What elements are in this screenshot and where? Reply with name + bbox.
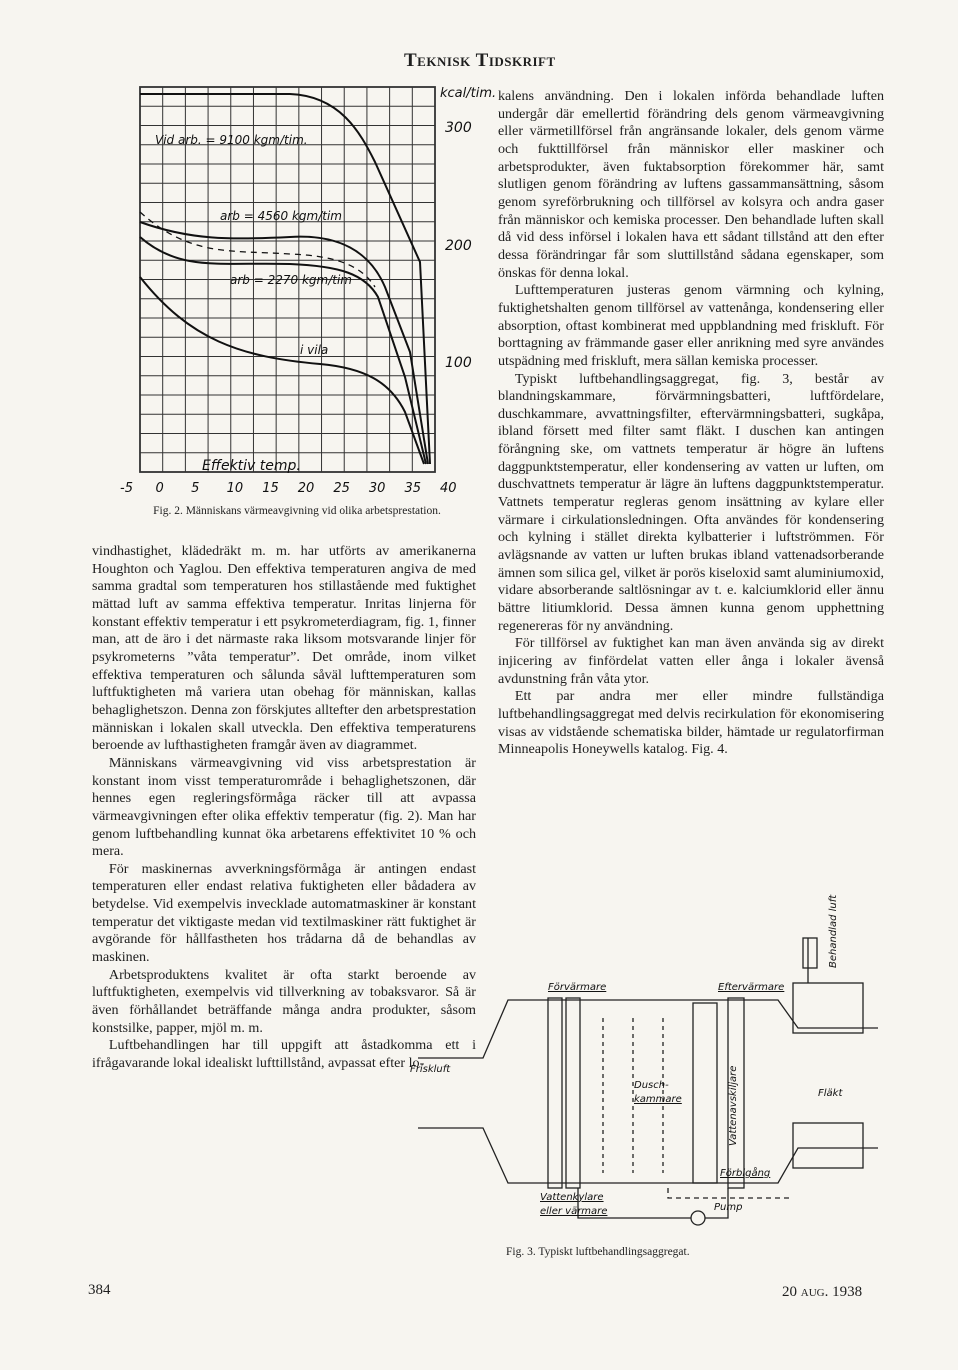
x-tick-label: 5 bbox=[191, 481, 200, 496]
right-paragraph-4: För tillförsel av fuktighet kan man även använda sig av direkt injicering av finfördelat vatten eller ånga i lokaler ävenså avdunstning från våta ytor. bbox=[498, 635, 884, 687]
curve-label-vila: i vila bbox=[300, 343, 329, 357]
left-paragraph-5: Luftbehandlingen har till uppgift att åstadkomma ett i ifrågavarande lokal idealiskt lufttillstånd, avpassat efter lo- bbox=[92, 1037, 476, 1072]
issue-day: 20 bbox=[782, 1284, 797, 1300]
label-forvarmare: Förvärmare bbox=[548, 982, 607, 993]
figure-2-caption: Fig. 2. Människans värmeavgivning vid olika arbetsprestation. bbox=[153, 505, 441, 517]
left-paragraph-1: vindhastighet, klädedräkt m. m. har utförts av amerikanerna Houghton och Yaglou. Den effektiva temperaturen angiva de med samma gradtal som temperaturen hos stillastående med fuktighet mättad luft av samma effektiva temperatur. Inritas linjerna för konstant effektiv temperatur i ett psykrometerdiagram, fig. 1, finner man, att de äro i det närmaste raka liksom motsvarande linjer för psykrometerns ”våta temperatur”. Det område, inom vilket effektiva temperaturen och sålunda såväl lufttemperaturen som luftfuktigheten må variera utan obehag för människan, kallas behaglighetszon. Denna zon förskjutes alltefter den arbetsprestation människan i lokalen skall utveckla. Den effektiva temperaturens beroende av lufthastigheten framgår även av diagrammet. bbox=[92, 543, 476, 754]
issue-month: aug. bbox=[800, 1284, 829, 1300]
x-tick-label: 35 bbox=[404, 481, 421, 496]
page-number: 384 bbox=[88, 1282, 111, 1298]
y-tick-300: 300 bbox=[445, 120, 472, 136]
label-vattenkylare: Vattenkylare bbox=[540, 1192, 604, 1203]
y-tick-200: 200 bbox=[445, 238, 472, 254]
label-eller-varmare: eller värmare bbox=[540, 1206, 608, 1217]
label-forbigang: Förbigång bbox=[720, 1168, 771, 1179]
curve-label-9100: Vid arb. = 9100 kgm/tim. bbox=[155, 133, 308, 147]
curve-label-2270: arb = 2270 kgm/tim bbox=[230, 273, 352, 287]
issue-date bbox=[782, 1284, 862, 1301]
right-text-column bbox=[498, 88, 884, 759]
label-vattenavskiljare: Vattenavskiljare bbox=[728, 1065, 739, 1146]
unit-label: kcal/tim. bbox=[440, 86, 497, 101]
journal-title: Teknisk Tidskrift bbox=[404, 50, 556, 71]
label-behandlad-luft: Behandlad luft bbox=[828, 894, 839, 968]
x-tick-label: 25 bbox=[333, 481, 350, 496]
left-paragraph-3: För maskinernas avverkningsförmåga är antingen endast temperaturen eller endast relativa fuktigheten eller bådadera av betydelse. Vid exempelvis invecklade automatmaskiner är konstant temperatur det viktigaste medan vid textilmaskiner rätt fuktighet är avgörande för hållfastheten hos trådarna då de behandlas av maskinen. bbox=[92, 860, 476, 966]
label-friskluft: Friskluft bbox=[410, 1064, 451, 1075]
x-tick-label: 0 bbox=[155, 481, 164, 496]
figure-3-diagram bbox=[398, 894, 894, 1248]
label-flakt: Fläkt bbox=[818, 1088, 843, 1099]
figure-2-chart bbox=[90, 82, 497, 502]
x-tick-label: 20 bbox=[297, 481, 315, 496]
y-tick-100: 100 bbox=[445, 355, 472, 371]
x-axis-label: Effektiv temp. bbox=[202, 458, 301, 474]
label-dusch: Dusch- bbox=[634, 1080, 669, 1091]
x-tick-label: 10 bbox=[226, 481, 244, 496]
label-eftervarmare: Eftervärmare bbox=[718, 982, 785, 993]
x-tick-label: 15 bbox=[262, 481, 279, 496]
curve-4560 bbox=[140, 222, 428, 464]
right-paragraph-5: Ett par andra mer eller mindre fullständiga luftbehandlingsaggregat med delvis recirkulation för ekonomisering visas av vidstående schematiska bilder, hämtade ur regulatorfirman Minneapolis Honeywells katalog. Fig. 4. bbox=[498, 688, 884, 758]
right-paragraph-1: kalens användning. Den i lokalen införda behandlade luften undergår där emellertid förändring dels genom värmeavgivning eller värmetillförsel från angränsande lokaler, dels genom värme och fukttillförsel från människor eller maskiner och arbetsprodukter, även fuktabsorption förekommer här, samt slutligen genom förändring av luftens gassammansättning, såsom genom syreförbrukning och tillförsel av kolsyra och andra gaser från människor och kemiska processer. Den behandlade luften skall då vid dess införsel i lokalen hava ett sådant tillstånd att den efter dessa förändringar får som sluttillstånd sådana egenskaper, som önskas för denna lokal. bbox=[498, 88, 884, 281]
left-paragraph-4: Arbetsproduktens kvalitet är ofta starkt beroende av luftfuktigheten, exempelvis vid tillverkning av tobaksvaror. Så är även förhållandet beträffande många andra produkter, såsom konstsilke, papper, mjöl m. m. bbox=[92, 966, 476, 1036]
right-paragraph-3: Typiskt luftbehandlingsaggregat, fig. 3, består av blandningskammare, förvärmningsbatteri, luftfördelare, duschkammare, avvattningsfilter, eftervärmningsbatteri, sugkåpa, ibland försett med filter samt fläkt. I duschen kan antingen förångning ske, om vattnets temperatur är högre än luftens daggpunktstemperatur, eller kondensering av vatten ur luften, om duschvattnets temperatur är lägre än luftens daggpunktstemperatur. Vattnets temperatur regleras genom insättning av kylare eller värmare i cirkulationsledningen. Ofta användes för kondensering och kylning i stället direkta kylbatterier i luftströmmen. För avlägsnande av vatten ur luften brukas ibland vattenadsorberande ämnen som silica gel, vilket är porös kiseloxid samt aluminiumoxid, vidare absorberande saltlösningar av t. e. kalciumklorid eller ännu bättre litiumklorid. Dessa ämnen kunna genom upphettning regenereras för ny användning. bbox=[498, 370, 884, 634]
label-kammare: kammare bbox=[634, 1094, 682, 1105]
right-paragraph-2: Lufttemperaturen justeras genom värmning och kylning, fuktighetshalten genom tillförsel av vattenånga, kondensering eller absorption, oftast kombinerat med uppblandning med friskluft. För borttagning av främmande gaser eller anrikning med syre användes utspädning med friskluft, mera sällan kemiska processer. bbox=[498, 282, 884, 369]
label-pump: Pump bbox=[714, 1202, 743, 1213]
left-paragraph-2: Människans värmeavgivning vid viss arbetsprestation är konstant inom visst temperaturområde i behaglighetszonen, där hennes egen regleringsförmåga räcker till att avpassa värmeavgivningen efter olika effektiv temperatur (fig. 2). Man har genom luftbehandling kunnat öka arbetarens effektivitet 10 % och mera. bbox=[92, 754, 476, 860]
x-tick-label: -5 bbox=[120, 481, 133, 496]
curve-2270 bbox=[140, 237, 426, 464]
figure-3-caption: Fig. 3. Typiskt luftbehandlingsaggregat. bbox=[506, 1246, 690, 1258]
x-tick-label: 40 bbox=[440, 481, 457, 496]
x-tick-label: 30 bbox=[368, 481, 386, 496]
issue-year: 1938 bbox=[832, 1284, 863, 1300]
curve-label-4560: arb = 4560 kgm/tim bbox=[220, 209, 342, 223]
